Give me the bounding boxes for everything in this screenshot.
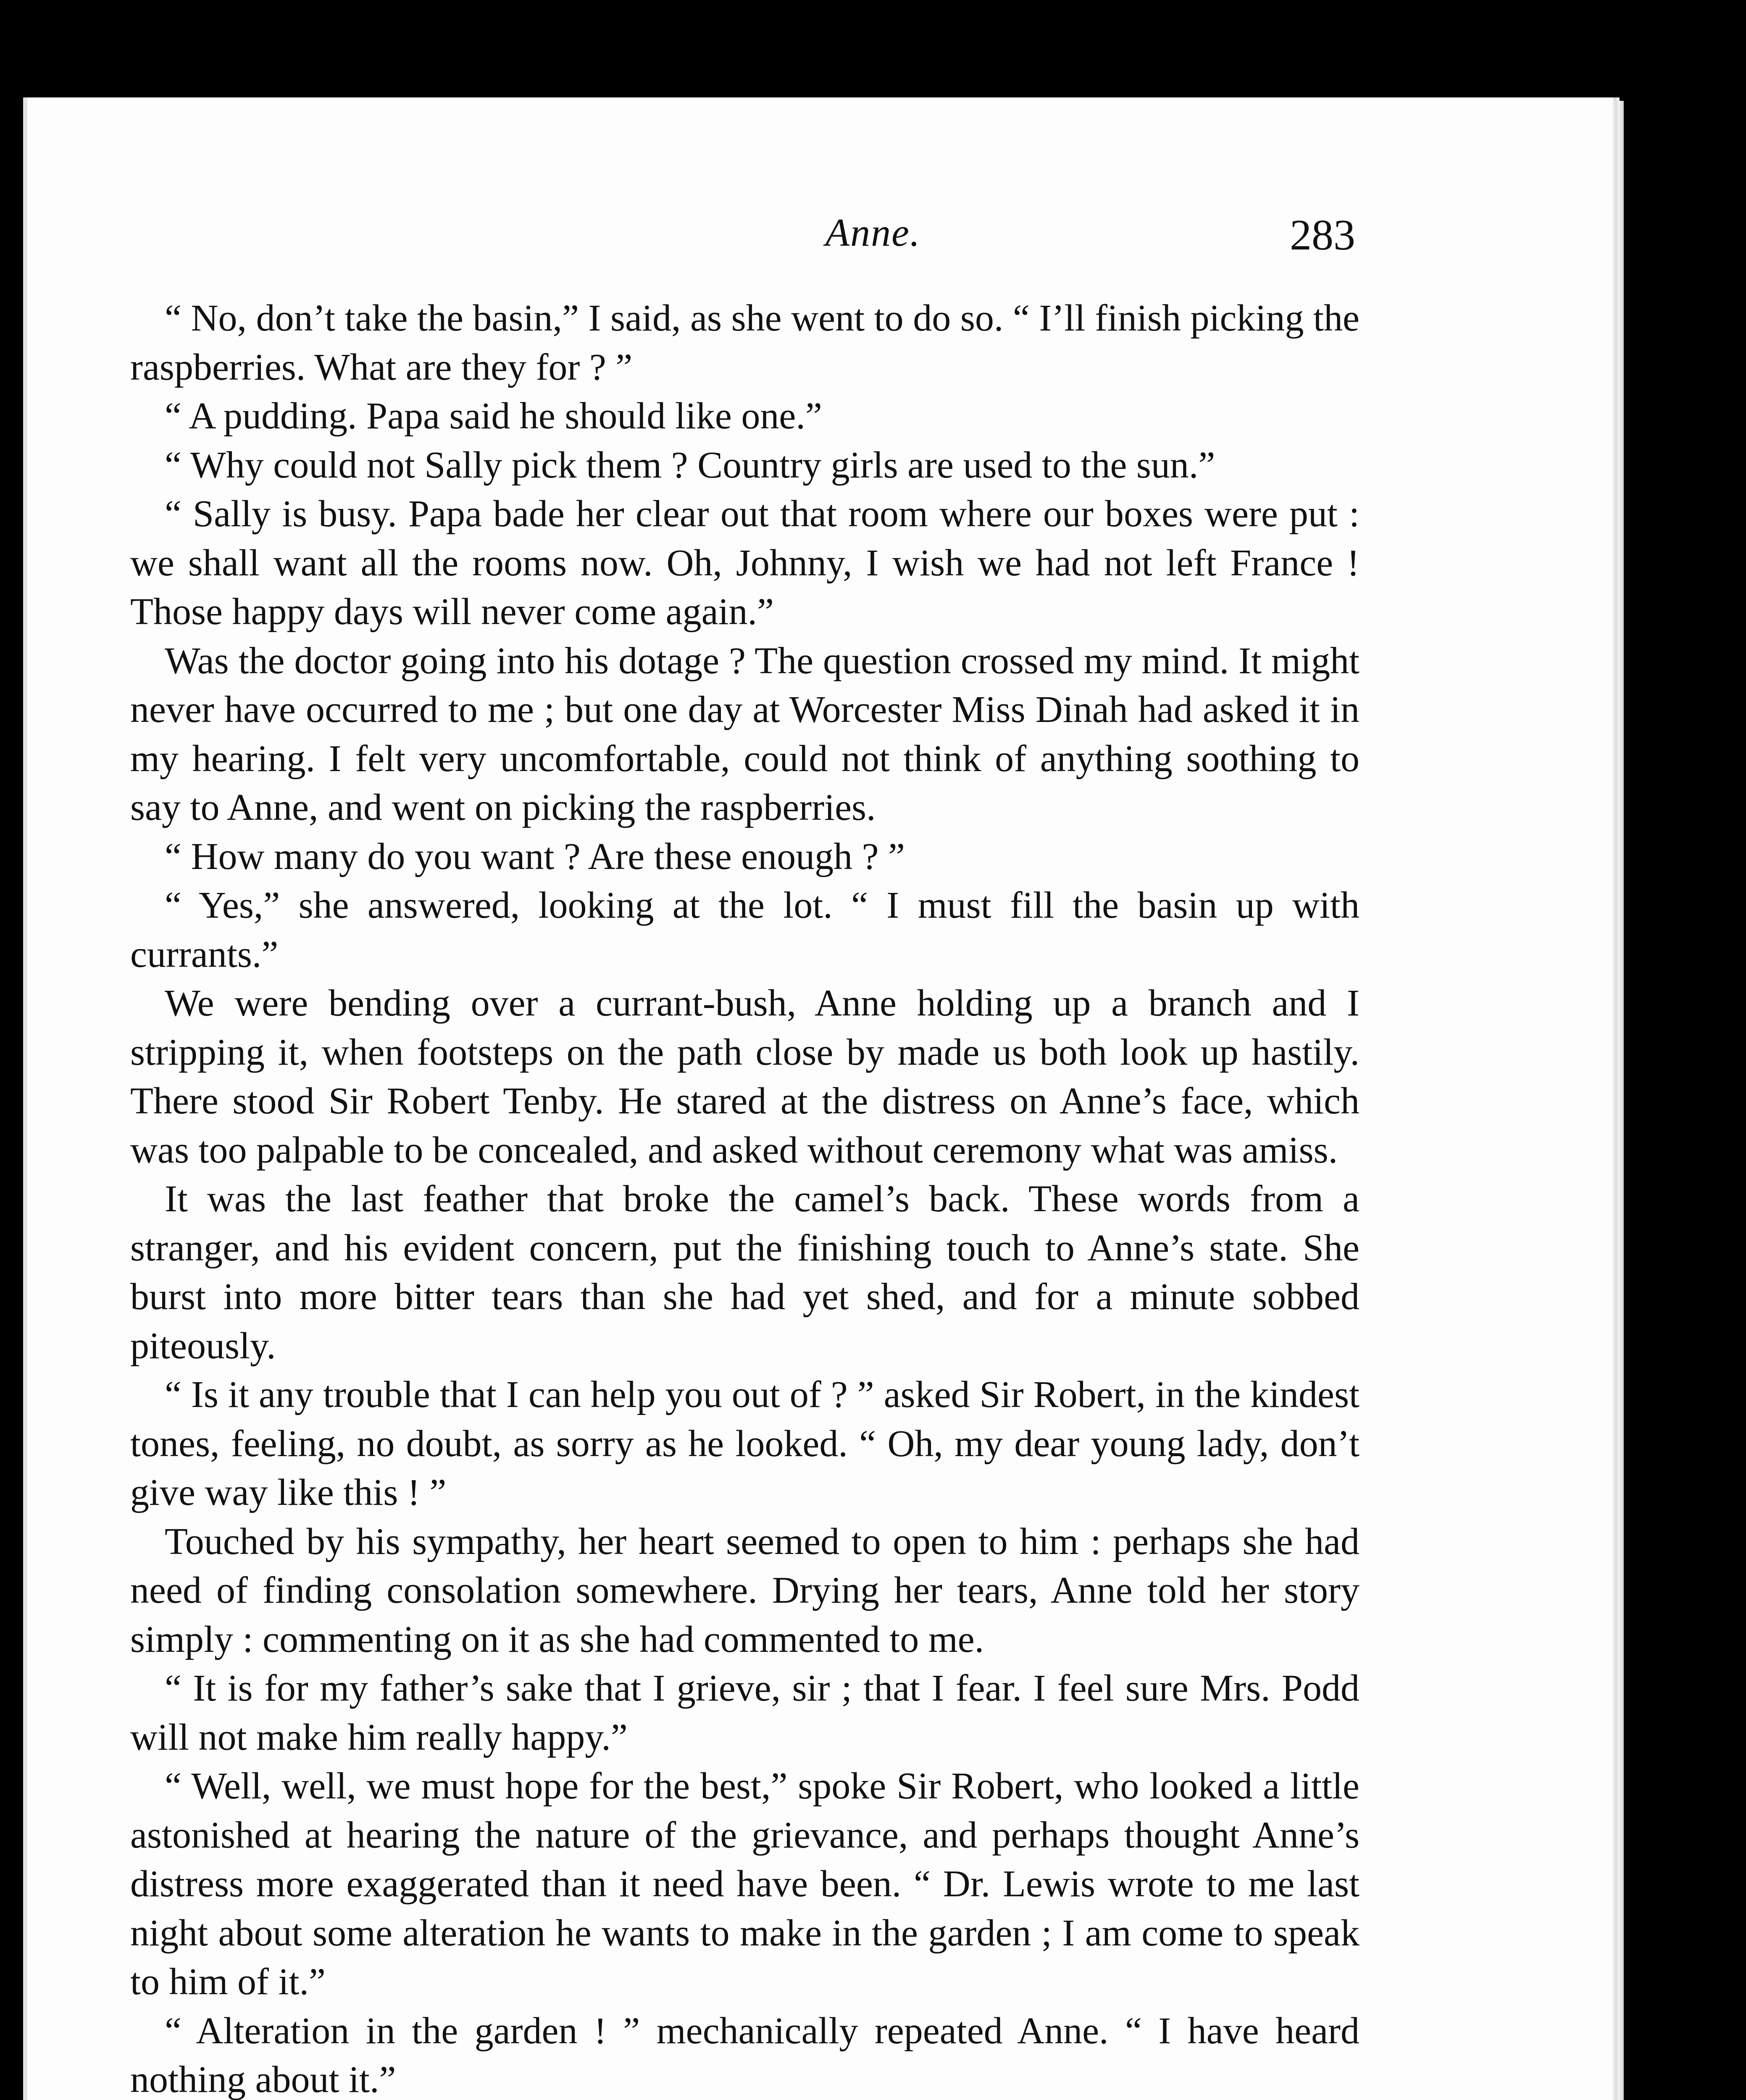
page-left-edge [23,97,27,2100]
page-number: 283 [1290,211,1355,259]
paragraph: “ Yes,” she answered, looking at the lot. “ I must fill the basin up with currants.” [130,885,1359,975]
paragraph: Touched by his sympathy, her heart seemed to open to him : perhaps she had need of finding consolation somewhere. Drying her tears, Anne told her story simply : commenting on it as she had commented to me. [130,1520,1359,1660]
paragraph: “ Is it any trouble that I can help you out of ? ” asked Sir Robert, in the kindest tones, feeling, no doubt, as sorry as he looked. “ Oh, my dear young lady, don’t give way like this ! ” [130,1374,1359,1513]
body-text [130,294,1359,2100]
running-title: Anne. [825,211,921,255]
page-right-edge [1611,101,1624,2100]
paragraph: “ No, don’t take the basin,” I said, as she went to do so. “ I’ll finish picking the raspberries. What are they for ? ” [130,297,1359,388]
paragraph: “ Why could not Sally pick them ? Country girls are used to the sun.” [165,444,1215,486]
paragraph: We were bending over a currant-bush, Anne holding up a branch and I stripping it, when footsteps on the path close by made us both look up hastily. There stood Sir Robert Tenby. He stared at the distress on Anne’s face, which was too palpable to be concealed, and asked without ceremony what was amiss. [130,982,1359,1171]
paragraph: It was the last feather that broke the camel’s back. These words from a stranger, and his evident concern, put the finishing touch to Anne’s state. She burst into more bitter tears than she had yet shed, and for a minute sobbed piteously. [130,1178,1359,1367]
paragraph: “ A pudding. Papa said he should like one.” [165,395,822,437]
paragraph: “ Sally is busy. Papa bade her clear out that room where our boxes were put : we shall want all the rooms now. Oh, Johnny, I wish we had not left France ! Those happy days will never come again.” [130,493,1359,633]
paragraph: “ Alteration in the garden ! ” mechanically repeated Anne. “ I have heard nothing about it.” [130,2010,1359,2100]
paragraph: “ How many do you want ? Are these enough ? ” [165,835,905,877]
paragraph: Was the doctor going into his dotage ? The question crossed my mind. It might never have occurred to me ; but one day at Worcester Miss Dinah had asked it in my hearing. I felt very uncomfortable, could not think of anything soothing to say to Anne, and went on picking the raspberries. [130,640,1359,828]
paragraph: “ It is for my father’s sake that I grieve, sir ; that I fear. I feel sure Mrs. Podd will not make him really happy.” [130,1667,1359,1758]
paragraph: “ Well, well, we must hope for the best,” spoke Sir Robert, who looked a little astonished at hearing the nature of the grievance, and perhaps thought Anne’s distress more exaggerated than it need have been. “ Dr. Lewis wrote to me last night about some alteration he wants to make in the garden ; I am come to speak to him of it.” [130,1765,1359,2003]
